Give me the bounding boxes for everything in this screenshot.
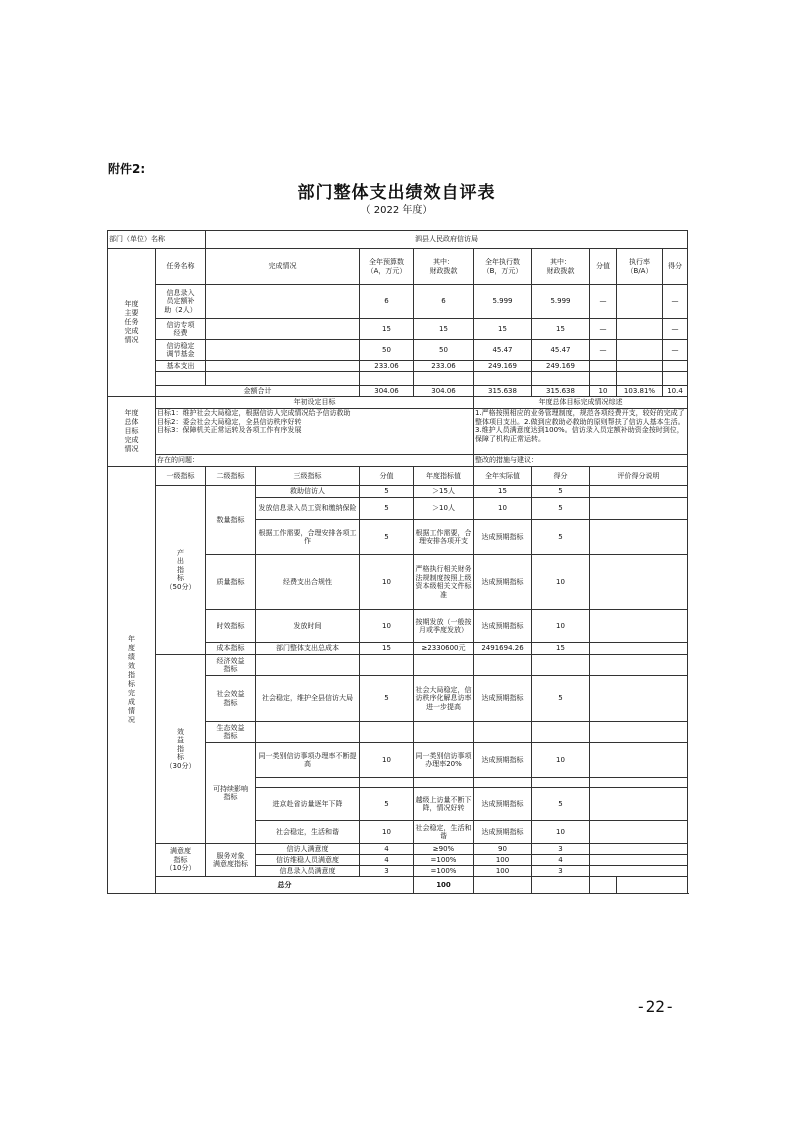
task-total-score-value: 10 [590,386,617,397]
dept-row [108,231,688,249]
cost-indicator-label: 成本指标 [206,643,256,655]
task-budget-fiscal: 6 [414,285,474,319]
task-row [108,361,688,372]
task-exec-fiscal: 15 [532,319,590,340]
quantity-indicator-label: 数量指标 [206,486,256,555]
task-total-score: 10.4 [663,386,688,397]
task-status [206,319,360,340]
indicator-score: 10 [532,555,590,610]
indicator-row [108,844,688,855]
task-budget: 15 [360,319,414,340]
indicator-l3: 经费支出合规性 [256,555,360,610]
task-total-budget-fiscal: 304.06 [414,386,474,397]
sustainable-indicator-label: 可持续影响 指标 [206,743,256,844]
task-exec-fiscal: 45.47 [532,340,590,361]
indicator-value: 5 [360,486,414,498]
indicator-target: 社会稳定，生活和谐 [414,821,474,844]
task-exec: 249.169 [474,361,532,372]
quality-indicator-label: 质量指标 [206,555,256,610]
goals-summary-text: 1.严格按照相应的业务管理制度，规范各项经费开支，较好的完成了整体项目支出。2.做到应救助必救助的原则帮扶了信访人基本生活。3.维护人员满意度达到100%。信访录入员定额补助资金按时到位，保障了机构正常运转。 [474,409,688,455]
page-title: 部门整体支出绩效自评表 [297,183,496,203]
indicator-l3: 同一类别信访事项办理率不断提高 [256,743,360,778]
economic-indicator-label: 经济效益 指标 [206,655,256,676]
col-score: 得分 [532,467,590,486]
indicator-value: 3 [360,866,414,877]
indicator-actual: 达成预期指标 [474,821,532,844]
goals-problems-row [108,455,688,467]
task-status [206,285,360,319]
task-col-score-value: 分值 [590,249,617,285]
indicator-score: 15 [532,643,590,655]
task-name: 信访专项 经费 [156,319,206,340]
total-label: 总分 [156,877,414,894]
page-number: -22- [636,997,675,1016]
indicator-l3: 进京赴省访量逐年下降 [256,788,360,821]
indicator-value: 10 [360,821,414,844]
task-section-label: 年度 主要 任务 完成 情况 [108,249,156,397]
indicator-actual: 100 [474,866,532,877]
goals-section-label: 年度 总体 目标 完成 情况 [108,397,156,467]
indicator-section-label: 年 度 绩 效 指 标 完 成 情 况 [108,467,156,894]
task-total-exec-fiscal: 315.638 [532,386,590,397]
indicator-target: 同一类别信访事项办理率20% [414,743,474,778]
indicator-score: 10 [532,743,590,778]
col-level2: 二级指标 [206,467,256,486]
indicator-actual: 达成预期指标 [474,520,532,555]
indicator-l3: 信访人满意度 [256,844,360,855]
task-budget-fiscal: 233.06 [414,361,474,372]
indicator-value: 5 [360,498,414,520]
indicator-value: 10 [360,610,414,643]
task-total-label: 金额合计 [156,386,360,397]
indicator-target: 越级上访量不断下降，情况好转 [414,788,474,821]
indicator-value: 4 [360,844,414,855]
indicator-actual: 100 [474,855,532,866]
task-budget-fiscal: 50 [414,340,474,361]
task-budget: 6 [360,285,414,319]
col-value: 分值 [360,467,414,486]
task-total-exec: 315.638 [474,386,532,397]
task-rate [617,361,663,372]
task-score-value [590,361,617,372]
task-col-budget-fiscal: 其中： 财政拨款 [414,249,474,285]
indicator-target: 按期发放（一般按月或季度发放） [414,610,474,643]
indicator-header-row [108,467,688,486]
year-label: （ 2022 年度） [360,205,433,216]
task-exec: 5.999 [474,285,532,319]
indicator-target: ＞10人 [414,498,474,520]
indicator-score: 10 [532,821,590,844]
task-score: — [663,340,688,361]
indicator-value: 10 [360,555,414,610]
indicator-l3: 信息录入员满意度 [256,866,360,877]
task-exec: 45.47 [474,340,532,361]
task-col-name: 任务名称 [156,249,206,285]
task-col-score: 得分 [663,249,688,285]
indicator-l3: 社会稳定，生活和谐 [256,821,360,844]
goals-header-row [108,397,688,409]
task-score: — [663,285,688,319]
indicator-l3: 部门整体支出总成本 [256,643,360,655]
col-actual: 全年实际值 [474,467,532,486]
task-total-rate: 103.81% [617,386,663,397]
indicator-l3: 救助信访人 [256,486,360,498]
task-budget: 233.06 [360,361,414,372]
indicator-target: 社会大局稳定，信访秩序化解息访率进一步提高 [414,676,474,722]
indicator-score: 3 [532,866,590,877]
goals-initial-header: 年初设定目标 [156,397,474,409]
col-level1: 一级指标 [156,467,206,486]
indicator-actual: 90 [474,844,532,855]
task-rate [617,285,663,319]
task-rate [617,319,663,340]
indicator-l3: 发放信息录入员工资和缴纳保险 [256,498,360,520]
task-status [206,340,360,361]
task-score: — [663,319,688,340]
evaluation-table [107,230,688,894]
task-status [206,361,360,372]
goals-content-row [108,409,688,455]
indicator-actual: 15 [474,486,532,498]
goals-initial-text: 目标1：维护社会大局稳定，根据信访人完成情况给予信访救助 目标2：委会社会大局稳定，全县信访秩序好转 目标3：保障机关正常运转及各项工作有序发展 [156,409,474,455]
indicator-l3: 信访维稳人员满意度 [256,855,360,866]
task-col-exec-fiscal: 其中： 财政拨款 [532,249,590,285]
indicator-value: 5 [360,520,414,555]
dept-label: 部门（单位）名称 [108,231,206,249]
indicator-target: 严格执行相关财务法规制度按照上级资本级相关文件标准 [414,555,474,610]
col-level3: 三级指标 [256,467,360,486]
indicator-score: 10 [532,610,590,643]
indicator-score: 5 [532,676,590,722]
timeliness-indicator-label: 时效指标 [206,610,256,643]
col-target: 年度指标值 [414,467,474,486]
task-score-value: — [590,319,617,340]
task-row [108,340,688,361]
indicator-score: 5 [532,788,590,821]
effect-indicator-label: 效 益 指 标 （30分） [156,655,206,844]
indicator-l3: 根据工作需要，合理安排各项工作 [256,520,360,555]
indicator-actual: 达成预期指标 [474,676,532,722]
task-exec-fiscal: 5.999 [532,285,590,319]
total-value: 100 [414,877,474,894]
indicator-score: 5 [532,486,590,498]
task-col-exec: 全年执行数 （B，万元） [474,249,532,285]
task-budget: 50 [360,340,414,361]
task-row [108,319,688,340]
task-name: 信息录入 员定额补 助（2人） [156,285,206,319]
col-note: 评价得分说明 [590,467,688,486]
task-header-row [108,249,688,285]
task-total-row [108,386,688,397]
service-satisfaction-label: 服务对象 满意度指标 [206,844,256,877]
task-score [663,361,688,372]
ecological-indicator-label: 生态效益 指标 [206,722,256,743]
indicator-value: 5 [360,788,414,821]
task-exec-fiscal: 249.169 [532,361,590,372]
task-col-budget: 全年预算数 （A，万元） [360,249,414,285]
indicator-target: ≥90% [414,844,474,855]
indicator-value: 5 [360,676,414,722]
indicator-score: 4 [532,855,590,866]
measures-label: 整改的措施与建议： [474,455,688,467]
indicator-value: 15 [360,643,414,655]
attachment-label: 附件2: [108,162,146,176]
task-col-status: 完成情况 [206,249,360,285]
social-indicator-label: 社会效益 指标 [206,676,256,722]
task-name: 基本支出 [156,361,206,372]
indicator-value: 4 [360,855,414,866]
indicator-score: 5 [532,520,590,555]
indicator-row [108,655,688,676]
indicator-target: ＞15人 [414,486,474,498]
problems-label: 存在的问题： [156,455,474,467]
indicator-l3: 社会稳定，维护全县信访大局 [256,676,360,722]
indicator-actual: 10 [474,498,532,520]
indicator-target: 根据工作需要，合理安排各项开支 [414,520,474,555]
total-row [108,877,688,894]
indicator-actual: 达成预期指标 [474,610,532,643]
indicator-actual: 达成预期指标 [474,788,532,821]
indicator-l3: 发放时间 [256,610,360,643]
task-col-rate: 执行率 （B/A） [617,249,663,285]
task-blank-row [108,372,688,386]
indicator-value: 10 [360,743,414,778]
indicator-target: ≥2330600元 [414,643,474,655]
task-name: 信访稳定 调节基金 [156,340,206,361]
indicator-target: =100% [414,855,474,866]
task-exec: 15 [474,319,532,340]
indicator-score: 5 [532,498,590,520]
task-total-budget: 304.06 [360,386,414,397]
indicator-target: =100% [414,866,474,877]
satisfaction-indicator-label: 满意度 指标 （10分） [156,844,206,877]
task-budget-fiscal: 15 [414,319,474,340]
indicator-score: 3 [532,844,590,855]
task-score-value: — [590,285,617,319]
task-rate [617,340,663,361]
indicator-row [108,486,688,498]
goals-summary-header: 年度总体目标完成情况综述 [474,397,688,409]
task-score-value: — [590,340,617,361]
output-indicator-label: 产 出 指 标 （50分） [156,486,206,655]
indicator-actual: 达成预期指标 [474,555,532,610]
task-row [108,285,688,319]
indicator-actual: 2491694.26 [474,643,532,655]
indicator-actual: 达成预期指标 [474,743,532,778]
dept-name: 泗县人民政府信访局 [206,231,688,249]
